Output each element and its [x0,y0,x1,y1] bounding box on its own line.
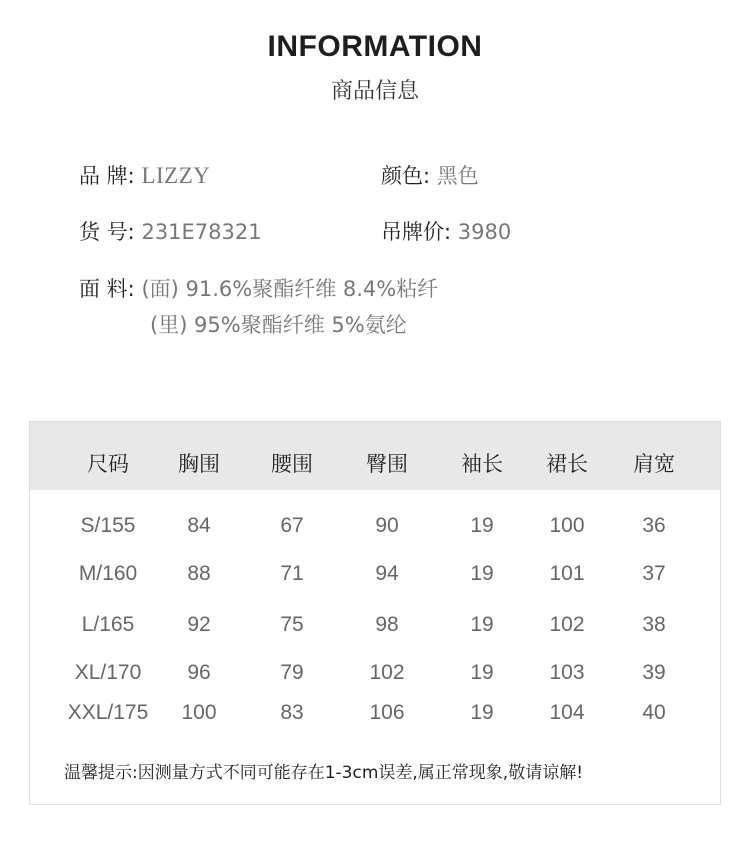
fabric-line-1: (面) 91.6%聚酯纤维 8.4%粘纤 [141,277,439,301]
column-header: 尺码 [87,452,129,476]
measurement-cell: 39 [642,661,666,684]
page-subtitle: 商品信息 [330,79,419,104]
measurement-cell: 102 [369,661,405,684]
fabric-row-2 [150,309,407,339]
size-cell: M/160 [78,562,138,585]
fabric-row [79,273,438,303]
brand-row [79,160,210,190]
size-table-header [30,422,720,490]
fabric-line-2: (里) 95%聚酯纤维 5%氨纶 [150,313,407,337]
measurement-cell: 98 [375,613,399,636]
measurement-cell: 19 [470,613,494,636]
size-cell: XXL/175 [67,701,149,724]
size-table [29,421,721,805]
measurement-cell: 75 [280,613,304,636]
measurement-cell: 19 [470,701,494,724]
measurement-cell: 38 [642,613,666,636]
column-header: 臀围 [366,452,408,476]
measurement-cell: 101 [549,562,585,585]
measurement-cell: 104 [549,701,585,724]
size-cell: S/155 [80,514,136,537]
color-row [381,160,479,190]
price-row [381,216,511,246]
item-no-value: 231E78321 [141,220,262,244]
measurement-cell: 92 [187,613,211,636]
column-header: 裙长 [546,452,588,476]
brand-label: 品 牌: [79,164,135,188]
size-cell: L/165 [81,613,135,636]
measurement-cell: 19 [470,562,494,585]
measurement-cell: 100 [181,701,217,724]
measurement-cell: 67 [280,514,304,537]
measurement-cell: 19 [470,661,494,684]
item-no-row [79,216,262,246]
price-value: 3980 [457,220,512,244]
measurement-cell: 36 [642,514,666,537]
measurement-cell: 106 [369,701,405,724]
measurement-cell: 19 [470,514,494,537]
measurement-cell: 37 [642,562,666,585]
color-label: 颜色: [381,164,431,188]
column-header: 胸围 [178,452,220,476]
measurement-cell: 90 [375,514,399,537]
fabric-label: 面 料: [79,277,135,301]
brand-value: LIZZY [141,163,211,188]
measurement-cell: 84 [187,514,211,537]
size-cell: XL/170 [74,661,142,684]
measurement-cell: 103 [549,661,585,684]
measurement-tip: 温馨提示:因测量方式不同可能存在1-3cm误差,属正常现象,敬请谅解! [64,763,584,783]
column-header: 肩宽 [633,452,675,476]
measurement-cell: 96 [187,661,211,684]
column-header: 腰围 [271,452,313,476]
measurement-cell: 79 [280,661,304,684]
measurement-cell: 102 [549,613,585,636]
measurement-cell: 71 [280,562,304,585]
measurement-cell: 94 [375,562,399,585]
measurement-cell: 40 [642,701,666,724]
price-label: 吊牌价: [381,220,452,244]
page-title: INFORMATION [267,30,483,63]
measurement-cell: 83 [280,701,304,724]
item-no-label: 货 号: [79,220,135,244]
measurement-cell: 100 [549,514,585,537]
measurement-cell: 88 [187,562,211,585]
column-header: 袖长 [461,452,503,476]
color-value: 黑色 [436,164,479,188]
